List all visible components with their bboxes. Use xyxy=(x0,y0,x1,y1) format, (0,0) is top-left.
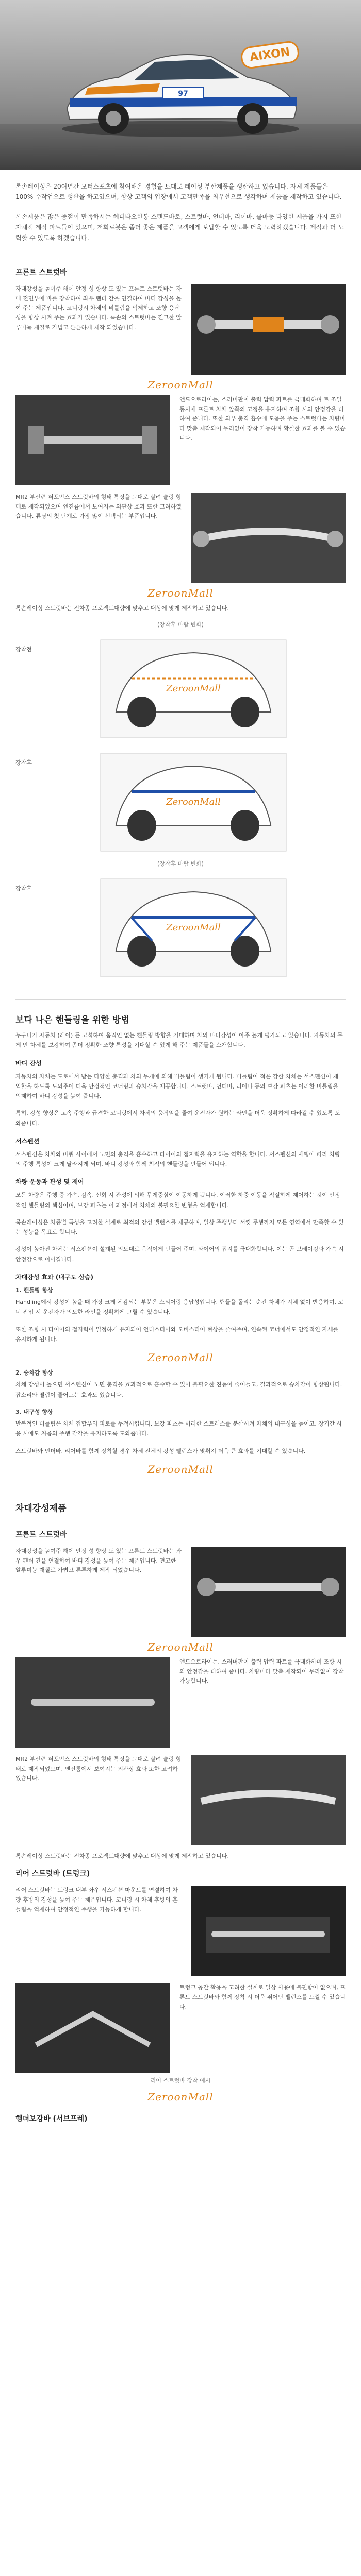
effect-text-1: Handling에서 강성이 높을 때 가장 크게 체감되는 부분은 스티어링 응답성입니다. 핸들을 돌리는 순간 차체가 지체 없이 반응하며, 코너 진입 시 운전자가 의도한 라인을 정확하게 그릴 수 있습니다. xyxy=(15,1299,344,1316)
handling-section xyxy=(0,1030,361,1476)
rear-strut-caption: 리어 스트럿바 장착 예시 xyxy=(150,2077,211,2084)
watermark-2: ZeroonMall xyxy=(147,586,214,599)
products-title: 차대강성제품 xyxy=(15,1503,67,1514)
rear-strut-photo-1 xyxy=(191,1886,346,1976)
watermark-5: ZeroonMall xyxy=(147,1640,214,1653)
product-strut-photo-2 xyxy=(15,1657,170,1748)
strut-bar-photo-2 xyxy=(15,395,170,485)
intro-paragraph-2: 록손제품은 많은 중절이 만족하시는 헤디타오한봉 스탠드바로, 스트럿바, 언더바, 리어바, 롤바등 다양한 제품을 가지 또한 자체적 제작 파트들이 있으며, 저희로봇은 좀더 좋은 제품을 고객에게 보답할 수 있도록 더욱 노력하겠습니다. 제작과 더 노력할 수 있도록 하겠습니다. xyxy=(15,213,344,242)
effect-item-2: 2. 승차감 향상 xyxy=(15,1369,53,1377)
motion-control-text: 모든 차량은 주행 중 가속, 감속, 선회 시 관성에 의해 무게중심이 이동하게 됩니다. 이러한 하중 이동을 적절하게 제어하는 것이 안정적인 핸들링의 핵심이며, 보강 파츠는 이 과정에서 차체의 불필요한 변형을 억제합니다. xyxy=(15,1192,340,1209)
car-front-diagram-before xyxy=(95,635,291,743)
effect-text-2: 차체 강성이 높으면 서스펜션이 노면 충격을 효과적으로 흡수할 수 있어 불필요한 진동이 줄어들고, 결과적으로 승차감이 향상됩니다. 잡소리와 떨림이 줄어드는 효과도 있습니다. xyxy=(15,1381,342,1398)
figure-4-watermark: ZeroonMall xyxy=(166,922,221,934)
suspension-title: 서스펜션 xyxy=(15,1137,40,1145)
figure-1-watermark: ZeroonMall xyxy=(166,683,221,694)
products-front-text: 자대강성을 높여주 해에 안정 성 향상 도 있는 프론트 스트럿바는 좌우 펜더 간을 연결하여 바디 강성을 높여 주는 제품입니다. 견고한 알루미늄 재질로 가볍고 튼튼하게 제작 되었습니다. xyxy=(15,1547,182,1574)
products-front-text-4: 록손레이싱 스트럿바는 전차종 프로젝트대량에 맞추고 대상에 맞게 제작하고 있습니다. xyxy=(15,1852,229,1859)
products-front-text-3: MR2 부산련 퍼포먼스 스트럿바의 형태 특징을 그대로 살려 슬링 형태로 제작되었으며, 엔진룸에서 보여지는 외관상 효과 또한 고려하였습니다. xyxy=(15,1755,182,1782)
front-strut-text-1: 자대강성을 높여주 해에 안정 성 향상 도 있는 프론트 스트럿바는 자대 전면부에 바를 장착하여 좌우 펜더 간을 연결하여 바디 강성을 높여 주는 제품입니다. 코너링시 차체의 비틀림을 억제하고 조향 응답성을 향상 시켜 주는 효과가 있습니다. 록손의 스트럿바는 견고한 알루미늄 재질로 가볍고 튼튼하게 제작 되었습니다. xyxy=(15,285,182,331)
handling-lead: 누구나가 자동차 (레이) 든 고석하여 움직인 없는 핸들링 방향을 기대하며 차의 바디강성이 아주 높게 평가되고 있습니다. 자동차의 무게 안 차체를 보강하여 좀더 정확한 조향 특성을 기대할 수 있게 해 주는 제품들을 소개합니다. xyxy=(15,1032,343,1049)
effect-item-1: 1. 핸들링 향상 xyxy=(15,1286,53,1294)
effect-text-1b: 또한 조향 시 타이어의 접지력이 일정하게 유지되어 언더스티어와 오버스티어 현상을 줄여주며, 연속된 코너에서도 안정적인 자세를 유지하게 됩니다. xyxy=(15,1326,339,1343)
hero-car-photo xyxy=(0,0,361,170)
handling-title: 보다 나은 핸들링을 위한 방법 xyxy=(15,1015,129,1026)
figure-2-caption: 장착후 xyxy=(15,759,32,767)
rear-strut-photo-2 xyxy=(15,1983,170,2073)
section-divider-1 xyxy=(15,999,346,1000)
hero-brand-badge: AIXON xyxy=(240,40,300,70)
under-brace-title: 행더보강바 (서브프레) xyxy=(15,2115,88,2124)
rear-strut-title: 리어 스트럿바 (트렁크) xyxy=(15,1870,90,1878)
rear-strut-text: 리어 스트럿바는 트렁크 내부 좌우 서스펜션 마운트를 연결하여 차량 후방의 강성을 높여 주는 제품입니다. 코너링 시 차체 후방의 흔들림을 억제하여 안정적인 주행을 가능하게 합니다. xyxy=(15,1887,178,1913)
watermark-3: ZeroonMall xyxy=(147,1351,214,1364)
figure-4-caption: 장착후 xyxy=(15,885,32,892)
watermark-6: ZeroonMall xyxy=(147,2091,214,2104)
watermark-4: ZeroonMall xyxy=(147,1463,214,1476)
products-front-title: 프론트 스트럿바 xyxy=(15,1530,67,1539)
body-rigidity-text: 자동차의 차체는 도로에서 받는 다양한 충격과 차의 무게에 의해 비틀림이 생기게 됩니다. 비틀림이 적은 강한 차체는 서스펜션이 제 역할을 하도록 도와주어 더욱 안정적인 코너링과 승차감을 제공합니다. 스트럿바, 언더바, 리어바 등의 보강 파츠는 이러한 비틀림을 억제하여 바디 강성을 높여 줍니다. xyxy=(15,1073,339,1100)
intro-section xyxy=(0,170,361,257)
effect-item-3: 3. 내구성 향상 xyxy=(15,1408,53,1415)
effect-text-3b: 스트럿바와 언더바, 리어바를 함께 장착할 경우 차체 전체의 강성 밸런스가 맞춰져 더욱 큰 효과를 기대할 수 있습니다. xyxy=(15,1447,306,1454)
body-rigidity-text-2: 특히, 강성 향상은 고속 주행과 급격한 코너링에서 차체의 움직임을 줄여 운전자가 원하는 라인을 더욱 정확하게 따라갈 수 있도록 도와줍니다. xyxy=(15,1110,340,1127)
front-strut-text-2: 앤드으로라이는, 스러머판이 출력 압력 파트를 극대화하며 트 조일 동시에 프론트 차체 앞쪽의 고정을 유지하며 조향 시의 안정감을 더하여 줍니다. 또한 외부 충격 흡수에 도움을 주는 스트럿바는 차량마다 맞춤 제작되어 무리없이 장착 가능하며 확실한 효과를 볼 수 있습니다. xyxy=(179,396,346,442)
figure-3-caption: (장착후 바람 변화) xyxy=(157,860,204,868)
car-front-diagram-after-2 xyxy=(95,874,291,982)
products-front-text-2: 앤드으로라이는, 스러머판이 출력 압력 파트를 극대화하며 조향 시의 안정감을 더하여 줍니다. 차량마다 맞춤 제작되어 무리없이 장착 가능합니다. xyxy=(179,1658,344,1685)
effect-text-3: 반복적인 비틀림은 차체 접합부의 피로를 누적시킵니다. 보강 파츠는 이러한 스트레스를 분산시켜 차체의 내구성을 높이고, 장기간 사용 시에도 처음의 주행 감각을 유지하도록 도와줍니다. xyxy=(15,1420,342,1437)
product-strut-photo-3 xyxy=(191,1755,346,1845)
figure-2-watermark: ZeroonMall xyxy=(166,796,221,808)
motion-control-title: 차량 운동과 관성 및 제어 xyxy=(15,1178,84,1186)
rear-strut-text-2: 트렁크 공간 활용을 고려한 설계로 일상 사용에 불편함이 없으며, 프론트 스트럿바와 함께 장착 시 더욱 뛰어난 밸런스를 느낄 수 있습니다. xyxy=(179,1984,346,2010)
rigidity-effect-title: 차대강성 효과 (내구도 상승) xyxy=(15,1273,94,1281)
product-strut-photo-1 xyxy=(191,1547,346,1637)
intro-paragraph-1: 록손레이싱은 20여년간 모터스포츠에 참여해온 경험을 토대로 레이싱 부산제품을 생산하고 있습니다. 자체 제품들은 100% 수작업으로 생산을 하고있으며, 항상 고객의 입장에서 고객만족을 최우선으로 생각하며 제품을 제작하고 있습니다. xyxy=(15,183,342,201)
front-strut-text-4: 록손레이싱 스트럿바는 전차종 프로젝트대량에 맞추고 대상에 맞게 제작하고 있습니다. xyxy=(15,604,229,612)
body-rigidity-title: 바디 강성 xyxy=(15,1059,42,1067)
strut-bar-photo-1 xyxy=(191,284,346,375)
products-front-section xyxy=(0,1519,361,2136)
svg-text:97: 97 xyxy=(178,90,188,98)
front-strut-text-3: MR2 부산련 퍼포먼스 스트럿바의 형태 특징을 그대로 살려 슬링 형태로 제작되었으며 엔진룸에서 보여지는 외관상 효과 또한 고려하였습니다. 튜닝의 첫 단계로 가장 많이 선택되는 부품입니다. xyxy=(15,493,182,520)
strut-bar-photo-3 xyxy=(191,493,346,583)
motion-control-text-2: 록손레이싱은 차종별 특성을 고려한 설계로 최적의 강성 밸런스를 제공하며, 일상 주행부터 서킷 주행까지 모든 영역에서 만족할 수 있는 성능을 목표로 합니다. xyxy=(15,1218,344,1236)
figure-1-caption: 장착전 xyxy=(15,646,32,653)
watermark-1: ZeroonMall xyxy=(147,378,214,391)
front-strut-title: 프론트 스트럿바 xyxy=(15,268,67,277)
suspension-text: 서스펜션은 차체와 바퀴 사이에서 노면의 충격을 흡수하고 타이어의 접지력을 유지하는 역할을 합니다. 서스펜션의 세팅에 따라 차량의 주행 특성이 크게 달라지게 되며, 바디 강성과 함께 최적의 핸들링을 만들어 냅니다. xyxy=(15,1150,340,1168)
front-strut-section xyxy=(0,257,361,987)
motion-control-text-3: 강성이 높아진 차체는 서스펜션이 설계된 의도대로 움직이게 만들어 주며, 타이어의 접지를 극대화합니다. 이는 곧 브레이킹과 가속 시 안정감으로 이어집니다. xyxy=(15,1246,344,1263)
front-strut-figure-label: (장착후 바람 변화) xyxy=(157,621,204,629)
car-front-diagram-after xyxy=(95,748,291,856)
